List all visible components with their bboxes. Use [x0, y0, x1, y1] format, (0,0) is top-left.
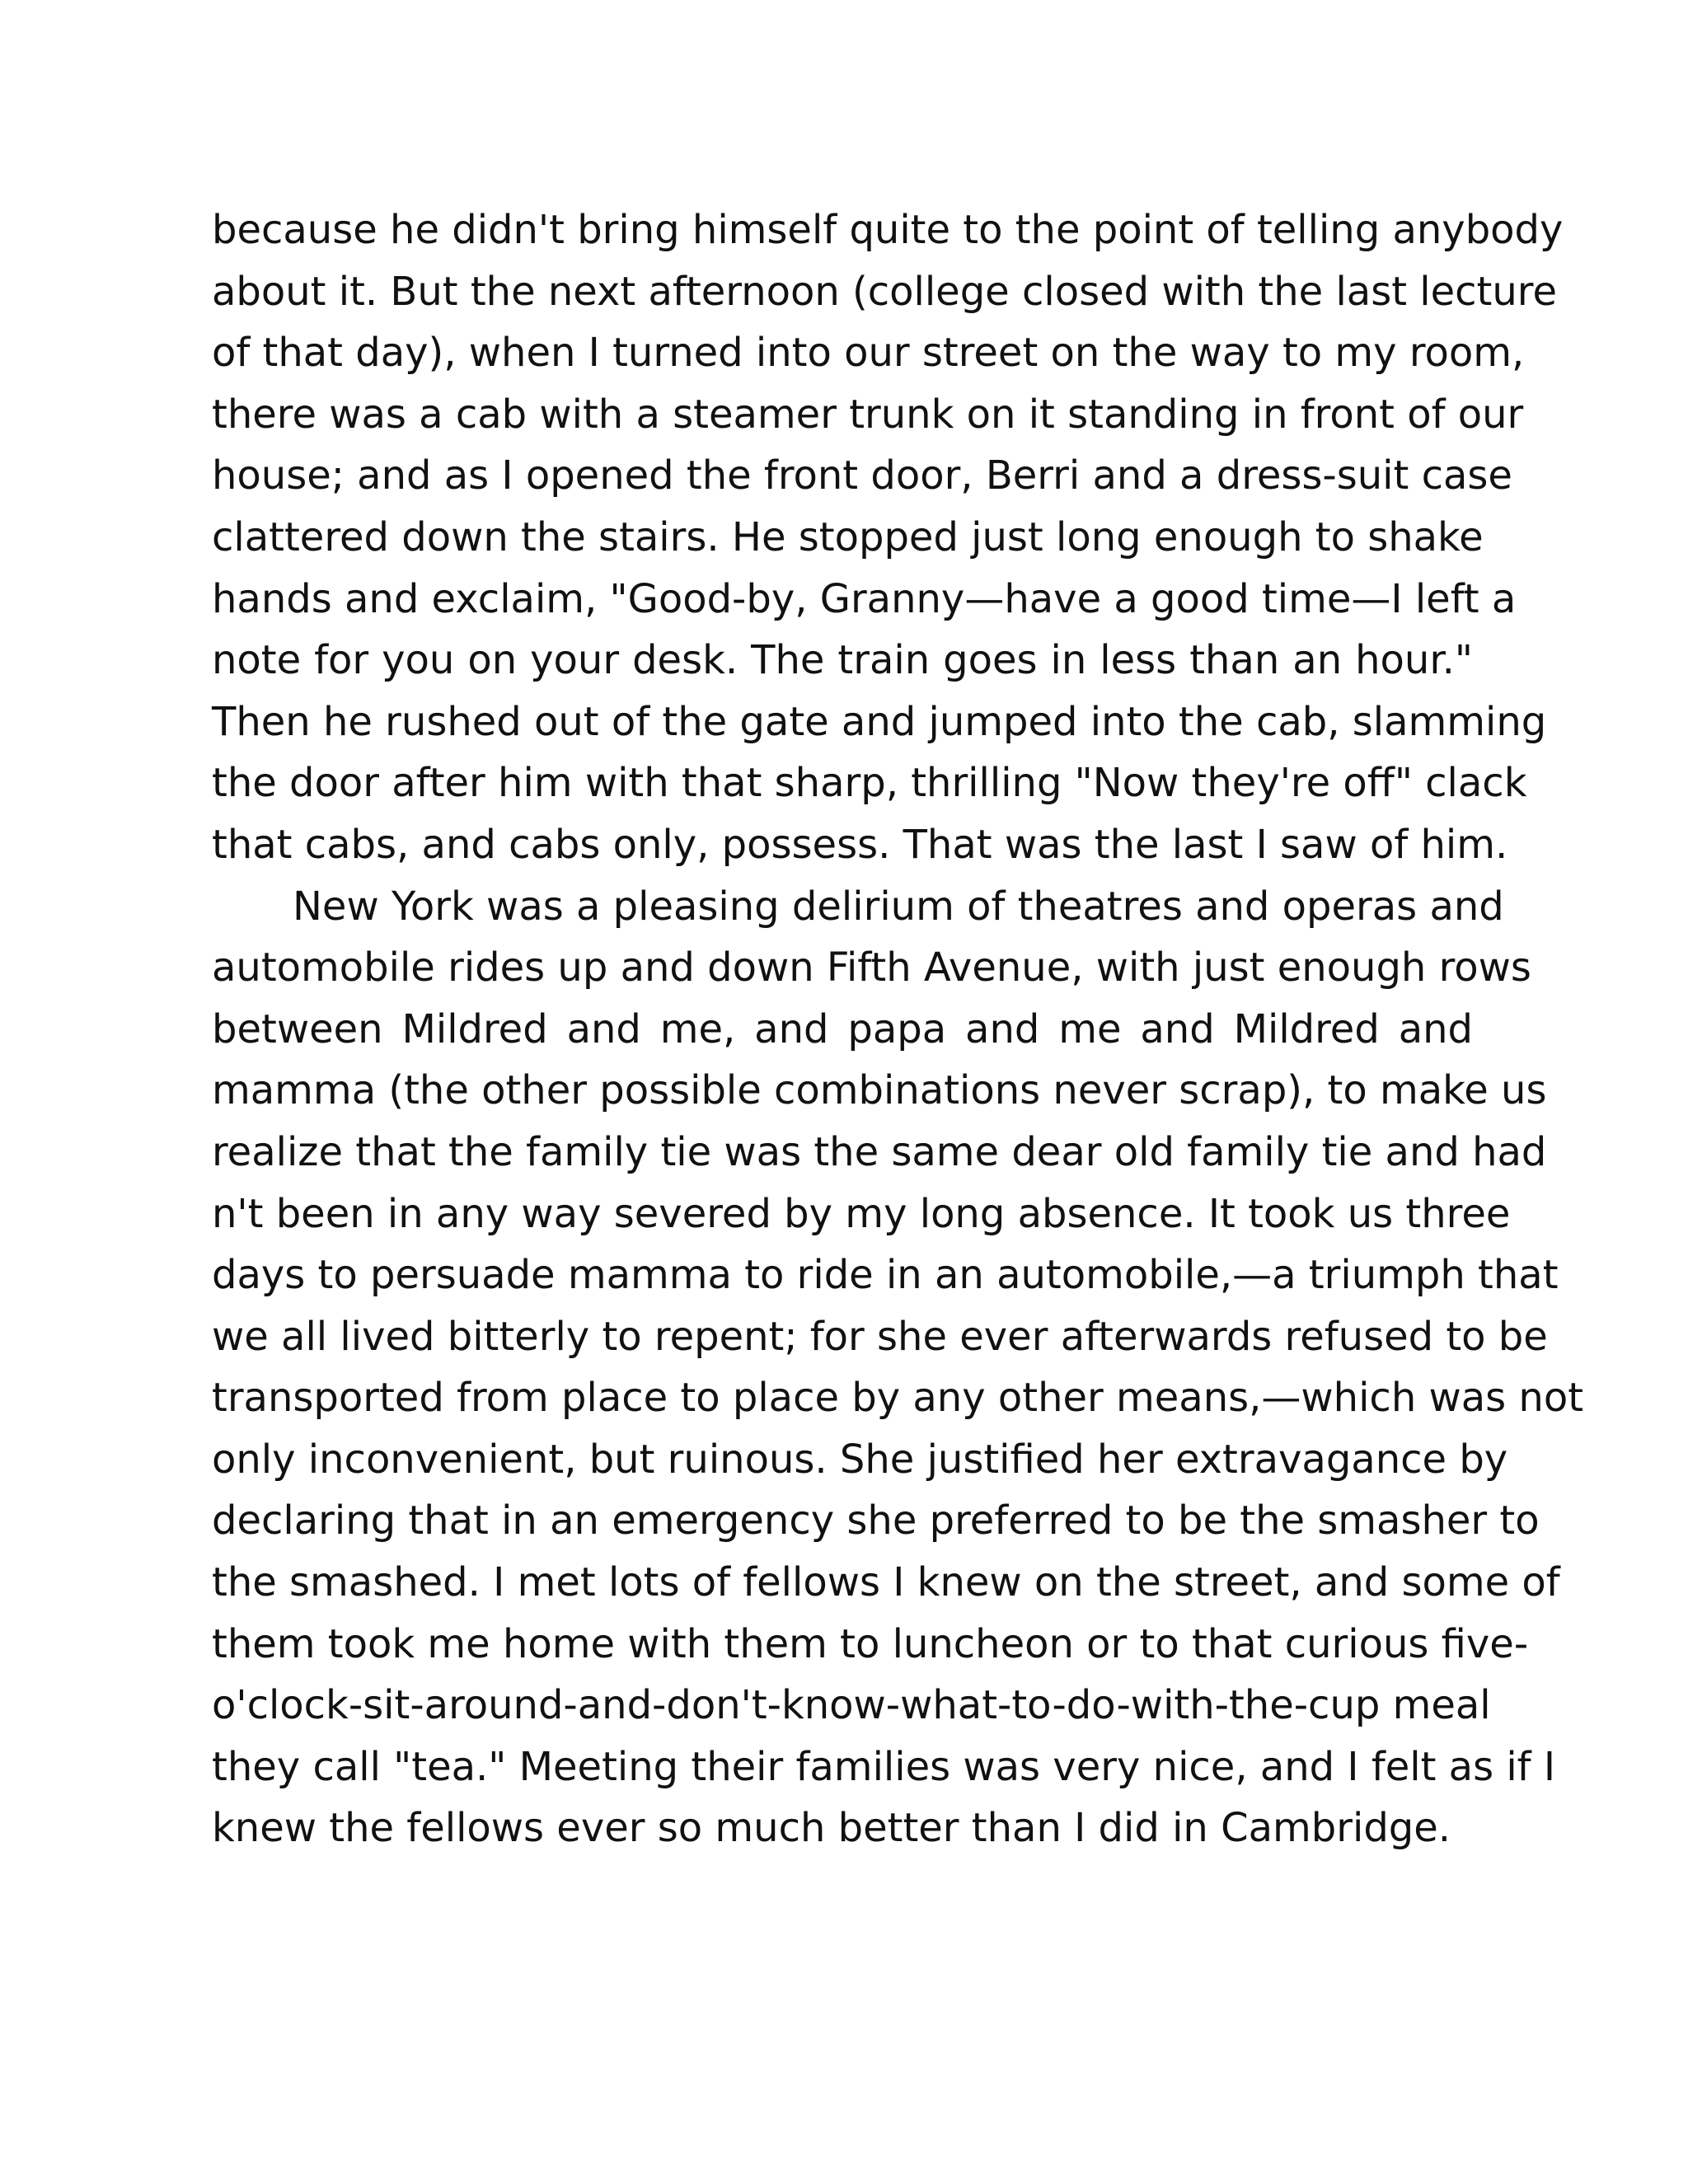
- text-line: days to persuade mamma to ride in an automobile,—a triumph that: [212, 1252, 1559, 1299]
- text-line: transported from place to place by any other means,—which was not: [212, 1375, 1584, 1422]
- text-line: o'clock-sit-around-and-don't-know-what-to-do-with-the-cup meal: [212, 1682, 1491, 1729]
- text-line: only inconvenient, but ruinous. She justified her extravagance by: [212, 1436, 1508, 1483]
- text-line: they call "tea." Meeting their families was very nice, and I felt as if I: [212, 1743, 1555, 1790]
- text-line: about it. But the next afternoon (college closed with the last lecture: [212, 268, 1557, 315]
- text-line: mamma (the other possible combinations never scrap), to make us: [212, 1067, 1547, 1114]
- text-line: there was a cab with a steamer trunk on it standing in front of our: [212, 391, 1524, 438]
- text-line: n't been in any way severed by my long absence. It took us three: [212, 1190, 1511, 1237]
- text-line: Then he rushed out of the gate and jumped into the cab, slamming: [212, 698, 1547, 745]
- text-line: them took me home with them to luncheon or to that curious five-: [212, 1620, 1529, 1667]
- paragraph-end-line: knew the fellows ever so much better than I did in Cambridge.: [212, 1805, 1451, 1852]
- text-line: automobile rides up and down Fifth Avenue, with just enough rows: [212, 944, 1531, 991]
- paragraph-start-line: New York was a pleasing delirium of theatres and operas and: [293, 883, 1504, 930]
- text-line: we all lived bitterly to repent; for she ever afterwards refused to be: [212, 1313, 1548, 1360]
- text-line: because he didn't bring himself quite to the point of telling anybody: [212, 207, 1564, 253]
- text-line: hands and exclaim, "Good-by, Granny—have a good time—I left a: [212, 575, 1517, 622]
- text-line: clattered down the stairs. He stopped just long enough to shake: [212, 513, 1484, 560]
- paragraph-end-line: that cabs, and cabs only, possess. That was the last I saw of him.: [212, 821, 1508, 868]
- text-line: the smashed. I met lots of fellows I knew on the street, and some of: [212, 1559, 1560, 1606]
- text-line: of that day), when I turned into our street on the way to my room,: [212, 330, 1525, 377]
- text-line: the door after him with that sharp, thrilling "Now they're off" clack: [212, 760, 1527, 807]
- text-line: realize that the family tie was the same dear old family tie and had: [212, 1128, 1547, 1175]
- text-line: between Mildred and me, and papa and me and Mildred and: [212, 1005, 1473, 1052]
- body-text: [212, 199, 1584, 1859]
- text-line: house; and as I opened the front door, Berri and a dress-suit case: [212, 452, 1512, 499]
- text-line: declaring that in an emergency she preferred to be the smasher to: [212, 1497, 1540, 1544]
- text-line: note for you on your desk. The train goes in less than an hour.": [212, 637, 1473, 684]
